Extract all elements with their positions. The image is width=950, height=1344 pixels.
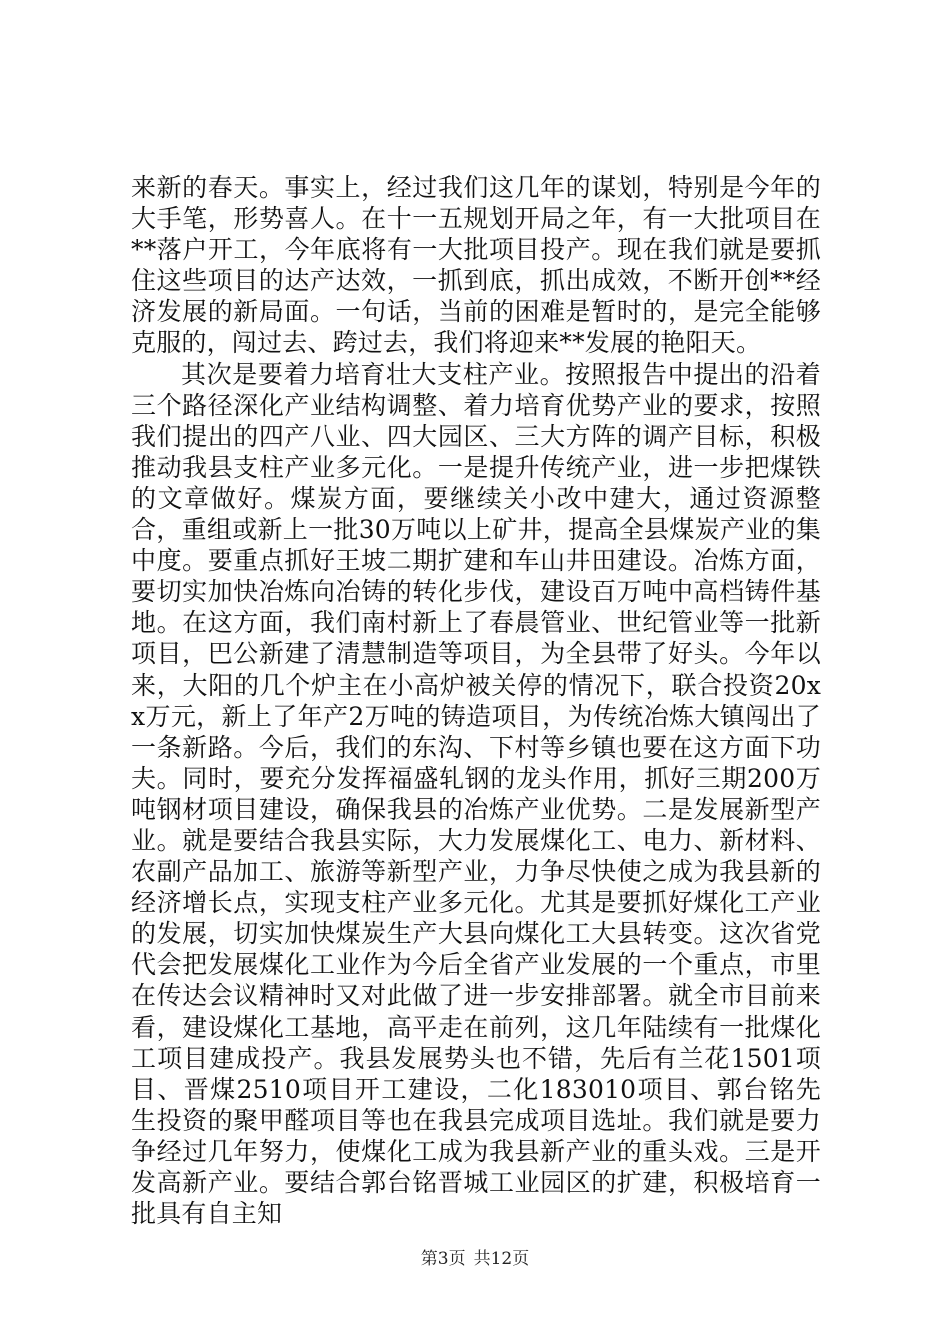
- paragraph-1: 来新的春天。事实上，经过我们这几年的谋划，特别是今年的大手笔，形势喜人。在十一五规划开局之年，有一大批项目在**落户开工，今年底将有一大批项目投产。现在我们就是要抓住这些项目的达产达效，一抓到底，抓出成效，不断开创**经济发展的新局面。一句话，当前的困难是暂时的，是完全能够克服的，闯过去、跨过去，我们将迎来**发展的艳阳天。: [131, 173, 821, 358]
- page-number: 第3页: [420, 1249, 466, 1269]
- page-footer: [0, 1244, 950, 1269]
- paragraph-2: 其次是要着力培育壮大支柱产业。按照报告中提出的沿着三个路径深化产业结构调整、着力培育优势产业的要求，按照我们提出的四产八业、四大园区、三大方阵的调产目标，积极推动我县支柱产业多元化。一是提升传统产业，进一步把煤铁的文章做好。煤炭方面，要继续关小改中建大，通过资源整合，重组或新上一批30万吨以上矿井，提高全县煤炭产业的集中度。要重点抓好王坡二期扩建和车山井田建设。冶炼方面，要切实加快冶炼向冶铸的转化步伐，建设百万吨中高档铸件基地。在这方面，我们南村新上了春晨管业、世纪管业等一批新项目，巴公新建了清慧制造等项目，为全县带了好头。今年以来，大阳的几个炉主在小高炉被关停的情况下，联合投资20xx万元，新上了年产2万吨的铸造项目，为传统冶炼大镇闯出了一条新路。今后，我们的东沟、下村等乡镇也要在这方面下功夫。同时，要充分发挥福盛轧钢的龙头作用，抓好三期200万吨钢材项目建设，确保我县的冶炼产业优势。二是发展新型产业。就是要结合我县实际，大力发展煤化工、电力、新材料、农副产品加工、旅游等新型产业，力争尽快使之成为我县新的经济增长点，实现支柱产业多元化。尤其是要抓好煤化工产业的发展，切实加快煤炭生产大县向煤化工大县转变。这次省党代会把发展煤化工业作为今后全省产业发展的一个重点，市里在传达会议精神时又对此做了进一步安排部署。就全市目前来看，建设煤化工基地，高平走在前列，这几年陆续有一批煤化工项目建成投产。我县发展势头也不错，先后有兰花1501项目、晋煤2510项目开工建设，二化183010项目、郭台铭先生投资的聚甲醛项目等也在我县完成项目选址。我们就是要力争经过几年努力，使煤化工成为我县新产业的重头戏。三是开发高新产业。要结合郭台铭晋城工业园区的扩建，积极培育一批具有自主知: [131, 359, 821, 1229]
- page-total: 共12页: [473, 1249, 530, 1269]
- document-body: [131, 172, 821, 1229]
